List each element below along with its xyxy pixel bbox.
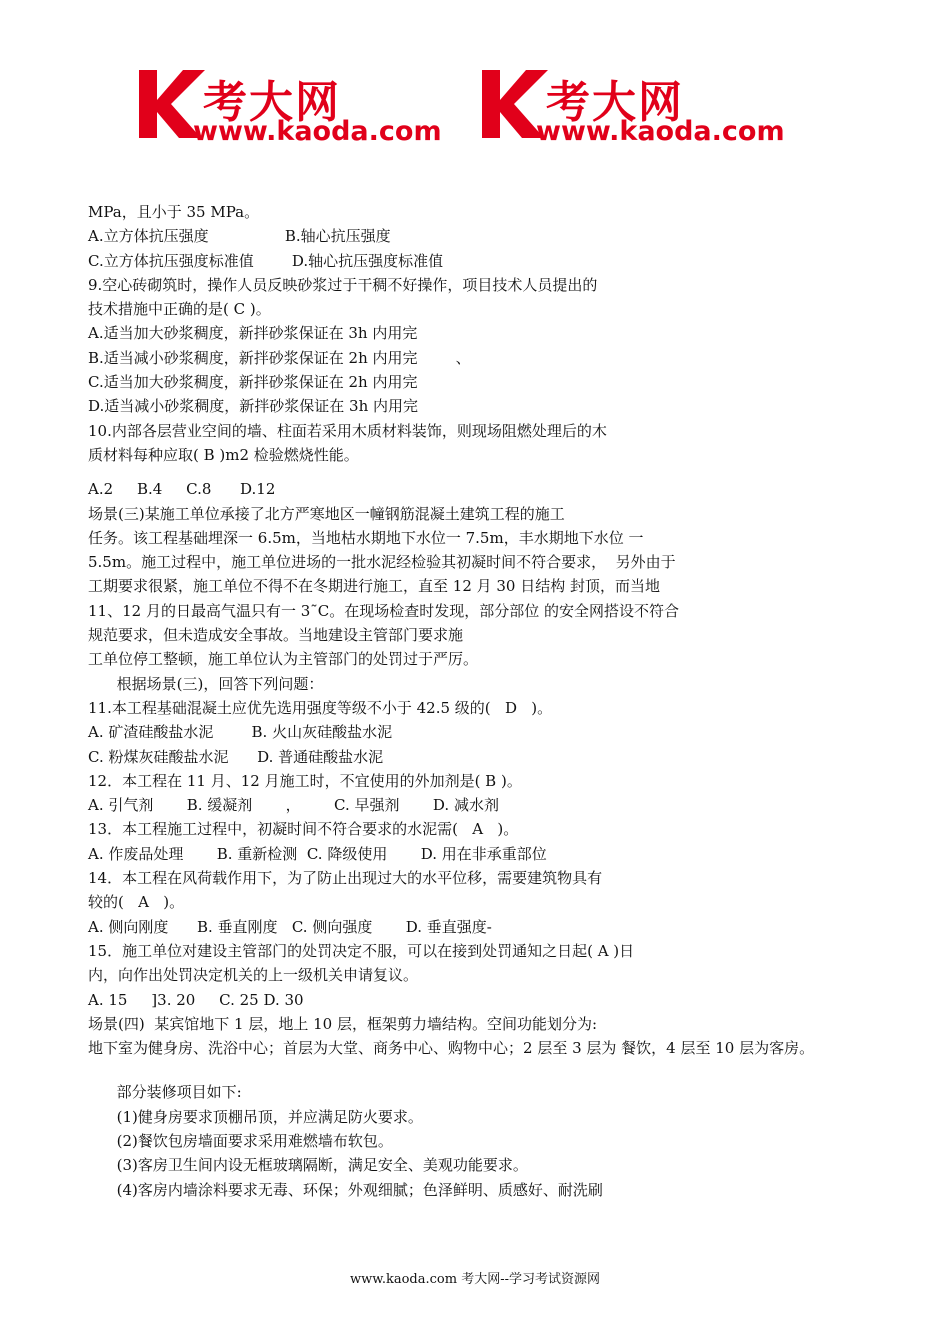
- logo-chinese-name: 考大网: [203, 77, 341, 128]
- text-line: A.适当加大砂浆稠度，新拌砂浆保证在 3h 内用完: [88, 324, 418, 343]
- page-footer: www.kaoda.com 考大网--学习考试资源网: [350, 1272, 600, 1287]
- text-line: D.适当减小砂浆稠度，新拌砂浆保证在 3h 内用完: [88, 397, 419, 416]
- text-line: 场景(四) 某宾馆地下 1 层，地上 10 层，框架剪力墙结构。空间功能划分为:: [88, 1014, 597, 1033]
- text-line: 9.空心砖砌筑时，操作人员反映砂浆过于干稠不好操作，项目技术人员提出的: [88, 275, 598, 294]
- logo-chinese-name: 考大网: [546, 77, 684, 128]
- logo-url: www.kaoda.com: [193, 116, 442, 147]
- text-line: 11、12 月的日最高气温只有一 3˜C。在现场检查时发现，部分部位 的安全网搭设不符合: [88, 601, 680, 620]
- text-line: A. 引气剂 B. 缓凝剂 ， C. 早强剂 D. 减水剂: [88, 796, 499, 815]
- text-line: 场景(三)某施工单位承接了北方严寒地区一幢钢筋混凝土建筑工程的施工: [88, 504, 565, 523]
- text-line: 11.本工程基础混凝土应优先选用强度等级不小于 42.5 级的( D )。: [88, 698, 553, 717]
- text-line: [88, 467, 888, 477]
- text-line: (3)客房卫生间内设无框玻璃隔断，满足安全、美观功能要求。: [88, 1156, 528, 1175]
- text-line: 10.内部各层营业空间的墙、柱面若采用木质材料装饰，则现场阻燃处理后的木: [88, 421, 607, 440]
- text-line: 12．本工程在 11 月、12 月施工时，不宜使用的外加剂是( B )。: [88, 771, 522, 790]
- text-line: (1)健身房要求顶棚吊顶，并应满足防火要求。: [88, 1107, 423, 1126]
- text-line: A. 侧向刚度 B. 垂直刚度 C. 侧向强度 D. 垂直强度-: [88, 917, 492, 936]
- text-line: C.立方体抗压强度标准值 D.轴心抗压强度标准值: [88, 251, 444, 270]
- text-line: 规范要求，但未造成安全事故。当地建设主管部门要求施: [88, 626, 464, 645]
- text-line: MPa，且小于 35 MPa。: [88, 203, 260, 221]
- text-line: A. 矿渣硅酸盐水泥 B. 火山灰硅酸盐水泥: [88, 723, 393, 742]
- text-line: A.2 B.4 C.8 D.12: [88, 480, 276, 499]
- kaoda-logo: [478, 62, 828, 152]
- text-line: C. 粉煤灰硅酸盐水泥 D. 普通硅酸盐水泥: [88, 747, 384, 766]
- text-line: (2)餐饮包房墙面要求采用难燃墙布软包。: [88, 1131, 393, 1150]
- text-line: A.立方体抗压强度 B.轴心抗压强度: [88, 227, 391, 246]
- text-line: 内，向作出处罚决定机关的上一级机关申请复议。: [88, 966, 419, 985]
- text-line: 工单位停工整顿，施工单位认为主管部门的处罚过于严厉。: [88, 650, 479, 669]
- text-line: A. 15 ]3. 20 C. 25 D. 30: [88, 990, 304, 1009]
- text-line: B.适当减小砂浆稠度，新拌砂浆保证在 2h 内用完 、: [88, 348, 471, 367]
- text-line: 任务。该工程基础埋深一 6.5m，当地枯水期地下水位一 7.5m，丰水期地下水位 一: [88, 528, 644, 547]
- text-line: 技术措施中正确的是( C )。: [88, 300, 271, 319]
- text-line: 质材料每种应取( B )m2 检验燃烧性能。: [88, 445, 359, 464]
- document-body: [88, 200, 888, 1202]
- text-line: A. 作废品处理 B. 重新检测 C. 降级使用 D. 用在非承重部位: [88, 844, 547, 863]
- text-line: 14．本工程在风荷载作用下，为了防止出现过大的水平位移，需要建筑物具有: [88, 869, 603, 888]
- text-line: 部分装修项目如下:: [88, 1083, 242, 1102]
- text-line: 工期要求很紧，施工单位不得不在冬期进行施工，直至 12 月 30 日结构 封顶，而当地: [88, 577, 661, 596]
- kaoda-logo: [135, 62, 485, 152]
- logo-url: www.kaoda.com: [536, 116, 785, 147]
- text-line: 15．施工单位对建设主管部门的处罚决定不服，可以在接到处罚通知之日起( A )日: [88, 941, 635, 960]
- text-line: 5.5m。施工过程中，施工单位进场的一批水泥经检验其初凝时间不符合要求， 另外由于: [88, 553, 676, 572]
- text-line: 根据场景(三)，回答下列问题：: [88, 674, 324, 693]
- spacer: [88, 1060, 888, 1080]
- text-line: 较的( A )。: [88, 893, 185, 912]
- text-line: C.适当加大砂浆稠度，新拌砂浆保证在 2h 内用完: [88, 373, 418, 392]
- text-line: 地下室为健身房、洗浴中心；首层为大堂、商务中心、购物中心；2 层至 3 层为 餐饮，4 层至 10 层为客房。: [88, 1039, 815, 1058]
- text-line: (4)客房内墙涂料要求无毒、环保；外观细腻；色泽鲜明、质感好、耐洗刷: [88, 1180, 603, 1199]
- text-line: 13．本工程施工过程中，初凝时间不符合要求的水泥需( A )。: [88, 820, 519, 839]
